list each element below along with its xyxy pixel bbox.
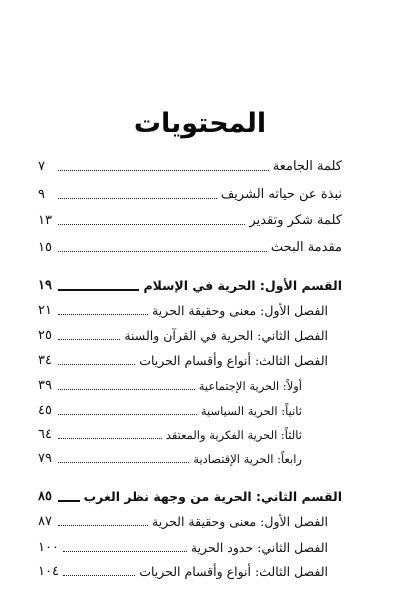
toc-entry-label: الفصل الثاني: الحرية في القرآن والسنة — [124, 328, 328, 343]
toc-entry — [38, 209, 342, 229]
dot-leader — [58, 462, 189, 463]
toc-part-label: القسم الأول: الحرية في الإسلام — [143, 278, 342, 293]
dot-leader — [58, 500, 80, 502]
dot-leader — [58, 339, 120, 340]
dot-leader — [58, 289, 139, 291]
toc-subsection-entry — [38, 374, 302, 394]
toc-chapter-entry — [38, 299, 328, 319]
toc-entry-page: ٣٤ — [38, 353, 52, 368]
toc-entry-page: ٦٤ — [38, 427, 52, 442]
dot-leader — [58, 198, 217, 199]
toc-chapter-entry — [38, 510, 328, 530]
toc-chapter-entry — [38, 324, 328, 344]
toc-entry-label: الفصل الأول: معنى وحقيقة الحرية — [152, 303, 328, 318]
toc-entry — [38, 155, 342, 175]
toc-entry-label: نبذة عن حياته الشريف — [220, 187, 342, 202]
toc-entry-label: مقدمة البحث — [270, 240, 342, 255]
toc-part-entry — [38, 274, 342, 294]
toc-entry-label: الفصل الثاني: حدود الحرية — [190, 540, 328, 555]
toc-entry — [38, 236, 342, 256]
toc-part-entry — [38, 485, 342, 505]
dot-leader — [63, 551, 187, 552]
toc-entry-label: رابعاً: الحرية الإقتصادية — [193, 452, 302, 466]
toc-entry-page: ٧ — [38, 159, 45, 174]
toc-entry-label: ثالثاً: الحرية الفكرية والمعتقد — [165, 428, 302, 442]
dot-leader — [58, 364, 135, 365]
toc-entry-label: الفصل الثالث: أنواع وأقسام الحريات — [139, 353, 328, 368]
dot-leader — [63, 575, 135, 576]
toc-entry-page: ٢١ — [38, 303, 52, 318]
toc-part-label: القسم الثاني: الحرية من وجهة نظر الغرب — [83, 489, 342, 504]
dot-leader — [58, 224, 245, 225]
toc-entry — [38, 183, 342, 203]
toc-chapter-entry — [38, 349, 328, 369]
dot-leader — [58, 170, 269, 171]
toc-entry-page: ٩ — [38, 187, 45, 202]
dot-leader — [58, 525, 148, 526]
toc-entry-page: ١٠٤ — [38, 564, 59, 579]
toc-chapter-entry — [38, 536, 328, 556]
dot-leader — [58, 314, 148, 315]
toc-entry-label: الفصل الأول: معنى وحقيقة الحرية — [152, 514, 328, 529]
dot-leader — [58, 438, 162, 439]
dot-leader — [58, 414, 197, 415]
toc-entry-label: الفصل الثالث: أنواع وأقسام الحريات — [139, 564, 328, 579]
toc-entry-page: ٤٥ — [38, 403, 52, 418]
toc-title: المحتويات — [133, 108, 267, 139]
toc-entry-page: ٧٩ — [38, 451, 52, 466]
toc-entry-label: ثانياً: الحرية السياسية — [200, 404, 302, 418]
toc-entry-page: ١٣ — [38, 213, 52, 228]
toc-entry-label: كلمة الجامعة — [272, 159, 342, 174]
toc-entry-page: ٨٥ — [38, 489, 52, 504]
toc-subsection-entry — [38, 447, 302, 467]
toc-entry-page: ١٩ — [38, 278, 52, 293]
toc-entry-label: كلمة شكر وتقدير — [249, 213, 342, 228]
toc-entry-page: ٨٧ — [38, 514, 52, 529]
toc-chapter-entry — [38, 560, 328, 580]
toc-subsection-entry — [38, 423, 302, 443]
toc-entry-label: أولاً: الحرية الإجتماعية — [198, 379, 302, 393]
toc-entry-page: ١٥ — [38, 240, 52, 255]
toc-subsection-entry — [38, 399, 302, 419]
toc-entry-page: ١٠٠ — [38, 540, 59, 555]
dot-leader — [58, 251, 267, 252]
dot-leader — [58, 389, 195, 390]
toc-entry-page: ٢٥ — [38, 328, 52, 343]
toc-entry-page: ٣٩ — [38, 378, 52, 393]
